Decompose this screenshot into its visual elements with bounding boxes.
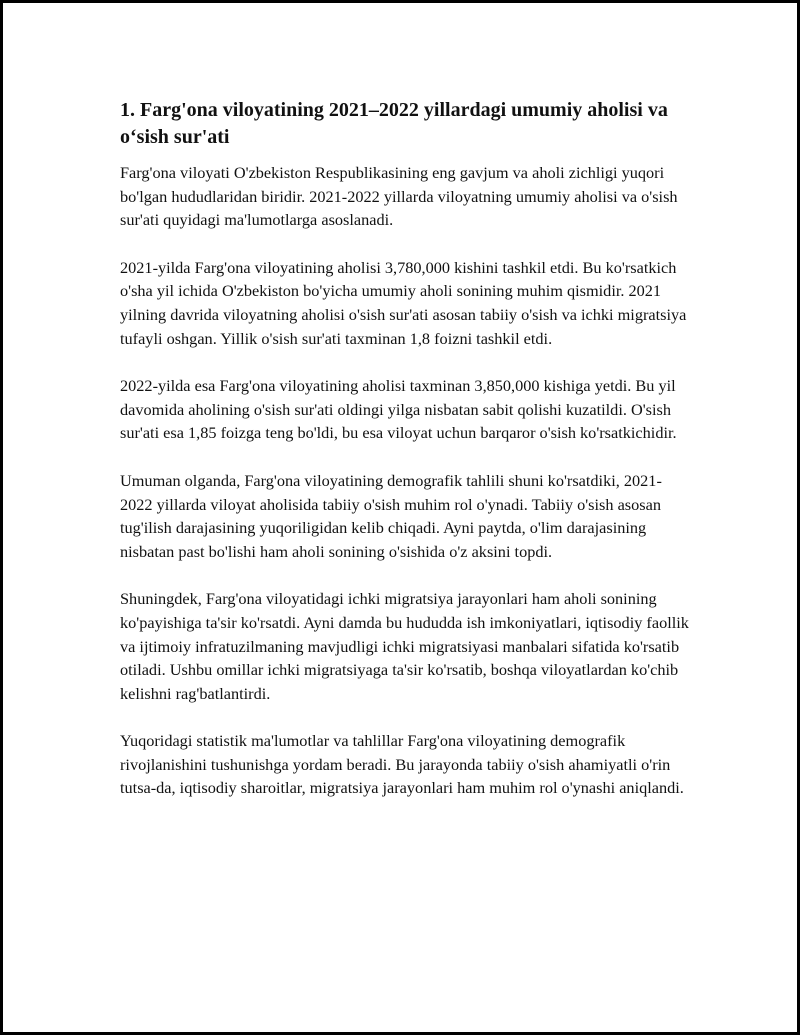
section-title: 1. Farg'ona viloyatining 2021–2022 yillardagi umumiy aholisi va oʻsish sur'ati [120,99,668,148]
paragraph-conclusion: Yuqoridagi statistik ma'lumotlar va tahlillar Farg'ona viloyatining demografik rivojlanishini tushunishga yordam beradi. Bu jarayonda tabiiy o'sish ahamiyatli o'rin tutsa-da, iqtisodiy sharoitlar, migratsiya jarayonlari ham muhim rol o'ynashi aniqlandi. [120,731,684,798]
paragraph-2021: 2021-yilda Farg'ona viloyatining aholisi 3,780,000 kishini tashkil etdi. Bu ko'rsatkich o'sha yil ichida O'zbekiston bo'yicha umumiy aholi sonining muhim qismidir. 2021 yilning davrida viloyatning aholisi o'sish sur'ati asosan tabiiy o'sish va ichki migratsiya tufayli oshgan. Yillik o'sish sur'ati taxminan 1,8 foizni tashkil etdi. [120,257,687,348]
paragraph-demographic-analysis: Umuman olganda, Farg'ona viloyatining demografik tahlili shuni ko'rsatdiki, 2021-2022 yillarda viloyat aholisida tabiiy o'sish muhim rol o'ynadi. Tabiiy o'sish asosan tug'ilish darajasining yuqoriligidan kelib chiqadi. Ayni paytda, o'lim darajasining nisbatan past bo'lishi ham aholi sonining o'sishida o'z aksini topdi. [120,470,662,561]
paragraph-2022: 2022-yilda esa Farg'ona viloyatining aholisi taxminan 3,850,000 kishiga yetdi. Bu yil davomida aholining o'sish sur'ati oldingi yilga nisbatan sabit qolishi kuzatildi. O'sish sur'ati esa 1,85 foizga teng bo'ldi, bu esa viloyat uchun barqaror o'sish ko'rsatkichidir. [120,376,677,443]
paragraph-intro: Farg'ona viloyati O'zbekiston Respublikasining eng gavjum va aholi zichligi yuqori bo'lgan hududlaridan biridir. 2021-2022 yillarda viloyatning umumiy aholisi va o'sish sur'ati quyidagi ma'lumotlarga asoslanadi. [120,163,678,230]
paragraph-migration: Shuningdek, Farg'ona viloyatidagi ichki migratsiya jarayonlari ham aholi sonining ko'payishiga ta'sir ko'rsatdi. Ayni damda bu hududda ish imkoniyatlari, iqtisodiy faollik va ijtimoiy infratuzilmaning mavjudligi ichki migratsiyasi manbalari sifatida ko'rsatib otiladi. Ushbu omillar ichki migratsiyaga ta'sir ko'rsatib, boshqa viloyatlardan ko'chib kelishni rag'batlantirdi. [120,589,689,703]
document-body [120,97,690,800]
